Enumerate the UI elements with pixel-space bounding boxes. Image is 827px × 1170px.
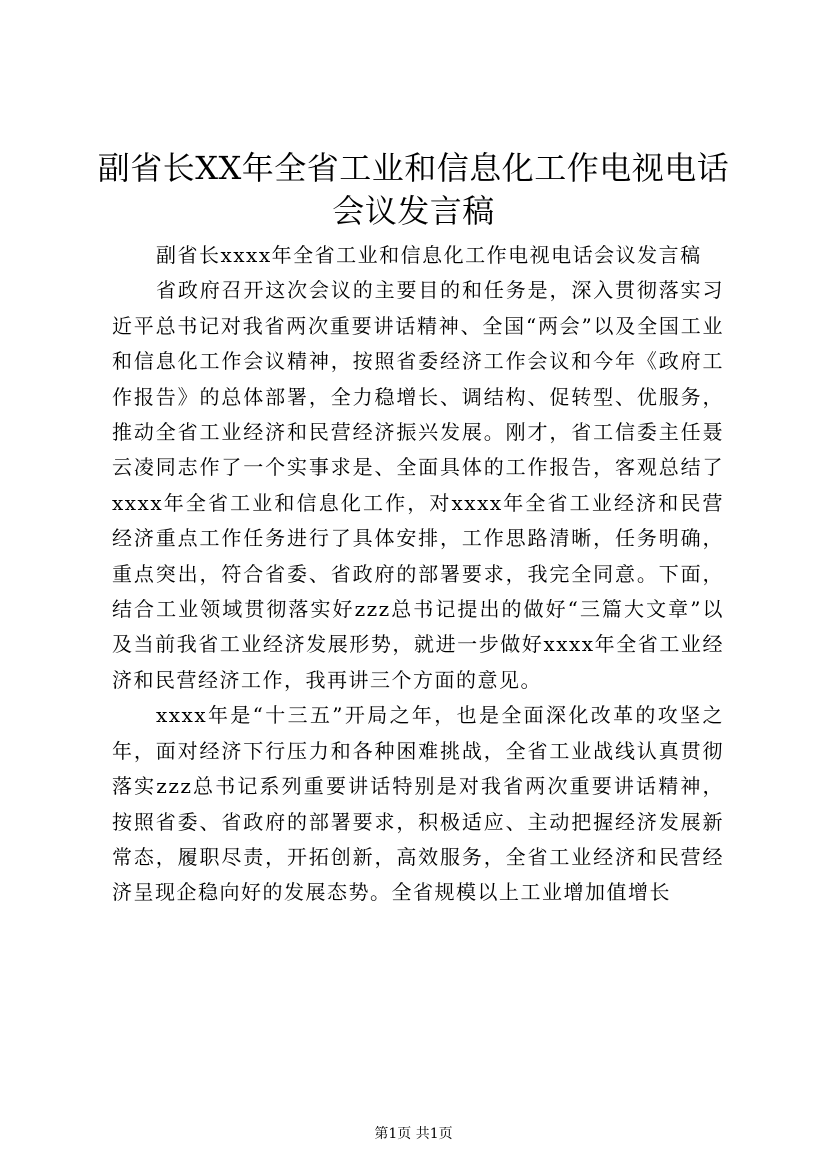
document-title-line-2: 会议发言稿 xyxy=(332,192,495,230)
paragraph-review: xxxx年是“十三五”开局之年，也是全面深化改革的攻坚之年，面对经济下行压力和各种困难挑战，全省工业战线认真贯彻落实zzz总书记系列重要讲话特别是对我省两次重要讲话精神，按照省委、省政府的部署要求，积极适应、主动把握经济发展新常态，履职尽责，开拓创新，高效服务，全省工业经济和民营经济呈现企稳向好的发展态势。全省规模以上工业增加值增长 xyxy=(112,703,724,905)
document-title-line-1: 副省长XX年全省工业和信息化工作电视电话 xyxy=(97,149,730,187)
paragraph-subtitle: 副省长xxxx年全省工业和信息化工作电视电话会议发言稿 xyxy=(156,243,702,267)
paragraph-intro: 省政府召开这次会议的主要目的和任务是，深入贯彻落实习近平总书记对我省两次重要讲话精神、全国“两会”以及全国工业和信息化工作会议精神，按照省委经济工作会议和今年《政府工作报告》的总体部署，全力稳增长、调结构、促转型、优服务，推动全省工业经济和民营经济振兴发展。刚才，省工信委主任聂云凌同志作了一个实事求是、全面具体的工作报告，客观总结了xxxx年全省工业和信息化工作，对xxxx年全省工业经济和民营经济重点工作任务进行了具体安排，工作思路清晰，任务明确，重点突出，符合省委、省政府的部署要求，我完全同意。下面，结合工业领域贯彻落实好zzz总书记提出的做好“三篇大文章”以及当前我省工业经济发展形势，就进一步做好xxxx年全省工业经济和民营经济工作，我再讲三个方面的意见。 xyxy=(112,278,724,692)
document-body xyxy=(112,238,724,911)
page-number-footer: 第1页 共1页 xyxy=(374,1126,453,1142)
